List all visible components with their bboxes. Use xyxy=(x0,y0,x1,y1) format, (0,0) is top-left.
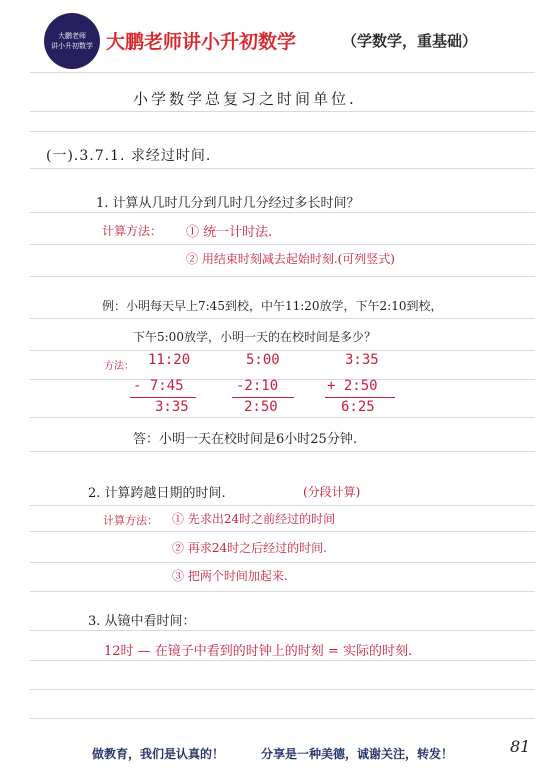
section-heading: (一).3.7.1. 求经过时间. xyxy=(46,148,212,164)
ruled-line xyxy=(30,591,535,592)
footer-left: 做教育，我们是认真的！ xyxy=(92,747,225,761)
q2-step-2: ② 再求24时之后经过的时间. xyxy=(172,541,327,555)
calc-1-rule xyxy=(130,397,196,398)
calc-1-result: 3:35 xyxy=(155,399,189,415)
example-answer: 答：小明一天在校时间是6小时25分钟. xyxy=(133,432,357,447)
q1-method-label: 计算方法： xyxy=(102,224,163,238)
q3-text: 3. 从镜中看时间： xyxy=(88,614,196,629)
ruled-line xyxy=(30,244,535,245)
ruled-line xyxy=(30,318,535,319)
calc-2-result: 2:50 xyxy=(244,399,278,415)
ruled-line xyxy=(30,562,535,563)
brand-title: 大鹏老师讲小升初数学 xyxy=(106,31,297,53)
q2-step-1: ① 先求出24时之前经过的时间 xyxy=(172,512,336,526)
calc-2-top: 5:00 xyxy=(246,352,280,368)
logo-line-1: 大鹏老师 xyxy=(58,32,86,40)
brand-subtitle: （学数学，重基础） xyxy=(342,32,478,50)
ruled-line xyxy=(30,689,535,690)
ruled-line xyxy=(30,531,535,532)
calc-2-rule xyxy=(232,397,294,398)
ruled-line xyxy=(30,660,535,661)
page-number: 81 xyxy=(510,737,531,756)
page-title: 小学数学总复习之时间单位. xyxy=(133,90,357,108)
calc-3-rule xyxy=(325,397,395,398)
calc-3-top: 3:35 xyxy=(345,352,379,368)
q1-text: 1. 计算从几时几分到几时几分经过多长时间？ xyxy=(96,196,360,211)
ruled-line xyxy=(30,72,535,73)
example-line-1: 例：小明每天早上7:45到校，中午11:20放学，下午2:10到校， xyxy=(102,299,443,313)
calc-3-result: 6:25 xyxy=(341,399,375,415)
ruled-line xyxy=(30,212,535,213)
q2-step-3: ③ 把两个时间加起来. xyxy=(172,569,288,583)
q2-text: 2. 计算跨越日期的时间. xyxy=(88,486,226,501)
ruled-line xyxy=(30,131,535,132)
ruled-line xyxy=(30,451,535,452)
ruled-line xyxy=(30,111,535,112)
ruled-line xyxy=(30,379,535,380)
ruled-line xyxy=(30,168,535,169)
ruled-line xyxy=(30,630,535,631)
ruled-line xyxy=(30,718,535,719)
calc-3-op: + 2:50 xyxy=(327,378,378,394)
example-line-2: 下午5:00放学，小明一天的在校时间是多少？ xyxy=(133,330,376,344)
example-method-label: 方法： xyxy=(104,361,134,372)
calc-1-op: - 7:45 xyxy=(133,378,184,394)
ruled-line xyxy=(30,276,535,277)
q2-method-label: 计算方法： xyxy=(103,514,158,527)
ruled-line xyxy=(30,505,535,506)
calc-2-op: -2:10 xyxy=(236,378,279,394)
q3-rule: 12时 — 在镜子中看到的时钟上的时刻 = 实际的时刻. xyxy=(104,644,413,659)
logo-line-2: 讲小升初数学 xyxy=(51,42,93,50)
ruled-line xyxy=(30,417,535,418)
q2-note: (分段计算) xyxy=(303,485,361,499)
q1-step-2: ② 用结束时刻减去起始时刻.(可列竖式) xyxy=(186,252,395,266)
footer-right: 分享是一种美德，诚谢关注，转发！ xyxy=(261,747,454,761)
ruled-line xyxy=(30,350,535,351)
q1-step-1: ① 统一计时法. xyxy=(186,225,273,240)
calc-1-top: 11:20 xyxy=(148,352,191,368)
brand-logo xyxy=(44,13,100,69)
